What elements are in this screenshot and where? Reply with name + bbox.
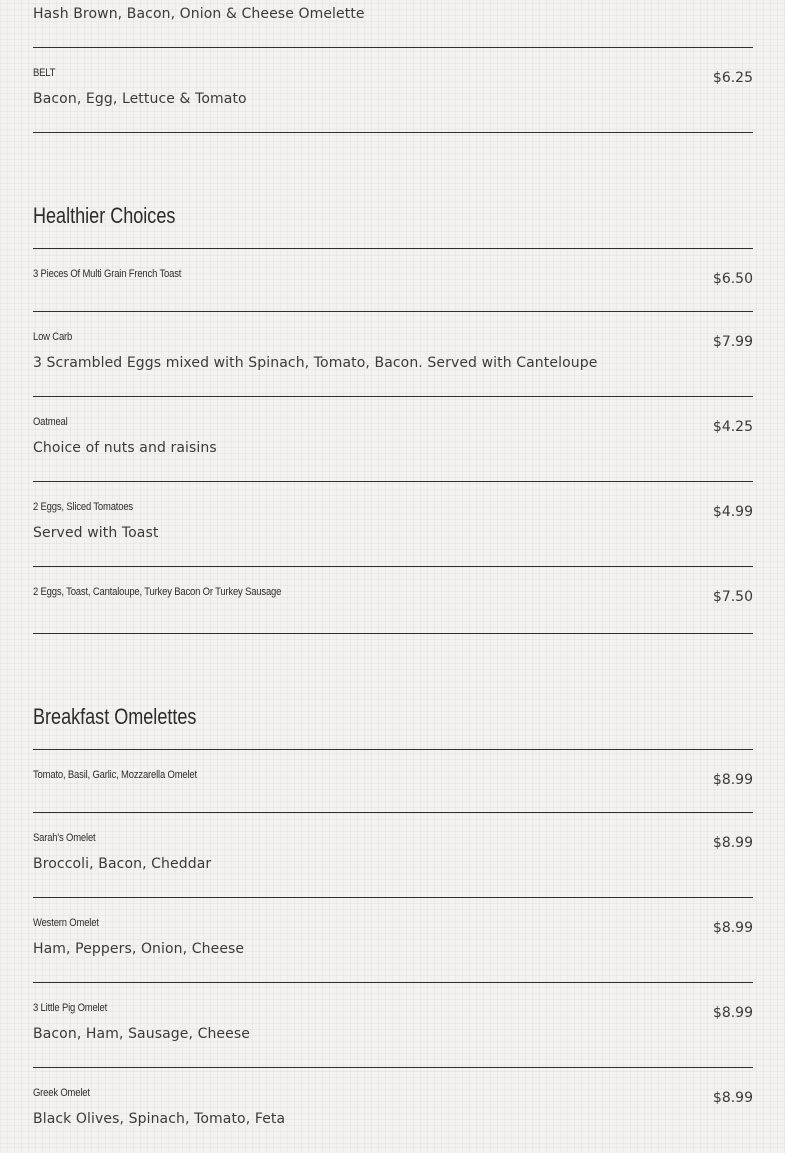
section-healthier-choices [33, 196, 753, 634]
menu-item [33, 813, 753, 898]
section-header [33, 196, 753, 249]
item-name: Oatmeal [33, 416, 68, 428]
item-price: $8.99 [712, 920, 753, 936]
section-header [33, 697, 753, 750]
menu-item [33, 898, 753, 983]
item-description: Bacon, Ham, Sausage, Cheese [33, 1026, 250, 1042]
item-description: Hash Brown, Bacon, Onion & Cheese Omelette [33, 6, 365, 22]
item-name: Sarah's Omelet [33, 832, 96, 844]
item-description: Broccoli, Bacon, Cheddar [33, 856, 212, 872]
item-price: $8.99 [712, 1005, 753, 1021]
section-breakfast-omelettes [33, 697, 753, 1153]
item-price: $7.50 [712, 589, 753, 605]
item-price: $4.99 [712, 504, 753, 520]
item-price: $7.99 [712, 334, 753, 350]
item-description: Served with Toast [33, 525, 159, 541]
item-price: $4.25 [712, 419, 753, 435]
item-name: 3 Little Pig Omelet [33, 1002, 108, 1014]
item-price: $8.99 [712, 835, 753, 851]
menu-item [33, 0, 753, 48]
menu-item [33, 482, 753, 567]
item-name: Low Carb [33, 331, 73, 343]
menu-item [33, 567, 753, 634]
item-name: Greek Omelet [33, 1087, 90, 1099]
menu-list [33, 0, 753, 1153]
item-name: 2 Eggs, Sliced Tomatoes [33, 501, 134, 513]
item-name: 3 Pieces Of Multi Grain French Toast [33, 268, 182, 280]
item-description: 3 Scrambled Eggs mixed with Spinach, Tomato, Bacon. Served with Canteloupe [33, 355, 598, 371]
item-description: Ham, Peppers, Onion, Cheese [33, 941, 245, 957]
menu-item [33, 397, 753, 482]
item-name: 2 Eggs, Toast, Cantaloupe, Turkey Bacon Or Turkey Sausage [33, 586, 282, 598]
item-price: $8.99 [712, 1090, 753, 1106]
menu-item [33, 249, 753, 312]
menu-item [33, 750, 753, 813]
menu-item [33, 312, 753, 397]
item-description: Bacon, Egg, Lettuce & Tomato [33, 91, 247, 107]
section-title: Healthier Choices [33, 203, 176, 228]
item-price: $8.99 [712, 772, 753, 788]
item-name: Western Omelet [33, 917, 99, 929]
item-description: Black Olives, Spinach, Tomato, Feta [33, 1111, 286, 1127]
menu-item [33, 983, 753, 1068]
item-price: $6.25 [712, 70, 753, 86]
section-title: Breakfast Omelettes [33, 704, 197, 729]
item-name: BELT [33, 67, 56, 79]
item-description: Choice of nuts and raisins [33, 440, 217, 456]
menu-item [33, 1068, 753, 1153]
item-name: Tomato, Basil, Garlic, Mozzarella Omelet [33, 769, 197, 781]
item-price: $6.50 [712, 271, 753, 287]
menu-item-belt [33, 48, 753, 133]
